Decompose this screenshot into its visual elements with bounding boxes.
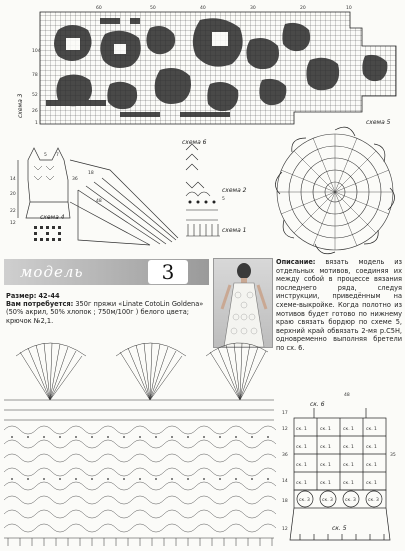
dim-18: 18 [88,171,94,176]
cell-label-ck1-p: ск. 1 [366,481,377,486]
schema6-label: схема 6 [182,139,207,146]
cell-label-ck1-a: ск. 1 [296,427,307,432]
cell-label-ck1-j: ск. 1 [320,463,331,468]
circle-label-ck3-a: ск. 3 [299,498,310,503]
materials-info [6,292,212,325]
border-label-ck5: ск. 5 [332,525,347,532]
cell-label-ck1-h: ск. 1 [366,445,377,450]
cell-label-ck1-e: ск. 1 [296,445,307,450]
model-photo [213,258,273,348]
dress-figure-image [214,259,273,348]
cell-label-ck1-f: ск. 1 [320,445,331,450]
dim-12: 12 [10,221,16,226]
motif-schema5 [266,118,404,258]
cell-label-ck1-l: ск. 1 [366,463,377,468]
row-label-78: 78 [32,73,38,78]
description-text: вязать модель из отдельных мотивов, соединяя их между собой в процессе вязания последнего ряда, следуя инструкции, приведённым на схеме-выкройке. Когда полотно из мотивов будет готово по нижнему краю связать бордюр по схеме 5, верхний край обвязать 2-мя р.С5Н, одновременно выполняя бретели по сх. 6. [276,258,402,352]
col-label-20: 20 [300,6,306,11]
cell-label-ck1-d: ск. 1 [366,427,377,432]
cell-label-ck1-c: ск. 1 [343,427,354,432]
dim-5: 5 [44,153,47,158]
dim-36: 36 [72,177,78,182]
dim-20: 20 [10,192,16,197]
circle-label-ck3-d: ск. 3 [368,498,379,503]
model-banner [4,259,209,285]
fan-border-chart [0,340,278,551]
dress-pattern-sketch [0,140,180,258]
schema5-label: схема 5 [366,119,391,126]
schema4-label: схема 4 [40,214,65,221]
dim-left-18: 18 [282,499,288,504]
cell-label-ck1-k: ск. 1 [343,463,354,468]
dim-left-14: 14 [282,479,288,484]
col-label-40: 40 [200,6,206,11]
schema2-label: схема 2 [222,187,247,194]
schema-dim-5: 5 [222,197,225,202]
schema3-label: схема 3 [17,93,24,118]
dim-left-12: 12 [282,427,288,432]
dim-48: 48 [96,199,102,204]
cell-label-ck1-n: ск. 1 [320,481,331,486]
cell-label-ck1-b: ск. 1 [320,427,331,432]
col-label-30: 30 [250,6,256,11]
row-label-1: 1 [35,121,38,126]
strap-label-ck6: ск. 6 [310,401,325,408]
dim-right-35: 35 [390,453,396,458]
dim-22: 22 [10,209,16,214]
size-value: 42-44 [38,292,60,300]
description [276,258,402,353]
circle-label-ck3-b: ск. 3 [322,498,333,503]
model-number: 3 [148,260,188,284]
symbol-charts-small [178,140,270,258]
model-word: модель [20,263,84,281]
dim-left-12b: 12 [282,527,288,532]
row-label-26: 26 [32,109,38,114]
dim-7: 7 [56,153,59,158]
dim-top-48: 48 [344,393,350,398]
cell-label-ck1-g: ск. 1 [343,445,354,450]
dim-left-36: 36 [282,453,288,458]
size-label: Размер: [6,292,37,300]
need-text: 350г пряжи «Linate CotoLin Goldena» (50% акрил, 50% хлопок ; 750м/100г ) белого цвета; крючок №2,1. [6,300,204,325]
dim-left-17: 17 [282,411,288,416]
row-label-104: 104 [32,49,41,54]
col-label-50: 50 [150,6,156,11]
cell-label-ck1-i: ск. 1 [296,463,307,468]
schema1-label: схема 1 [222,227,247,234]
dim-14: 14 [10,177,16,182]
cell-label-ck1-o: ск. 1 [343,481,354,486]
col-label-60: 60 [96,6,102,11]
row-label-52: 52 [32,93,38,98]
cell-label-ck1-m: ск. 1 [296,481,307,486]
description-label: Описание: [276,258,316,266]
assembly-diagram [280,390,404,551]
need-label: Вам потребуется: [6,300,74,309]
col-label-10: 10 [346,6,352,11]
circle-label-ck3-c: ск. 3 [345,498,356,503]
